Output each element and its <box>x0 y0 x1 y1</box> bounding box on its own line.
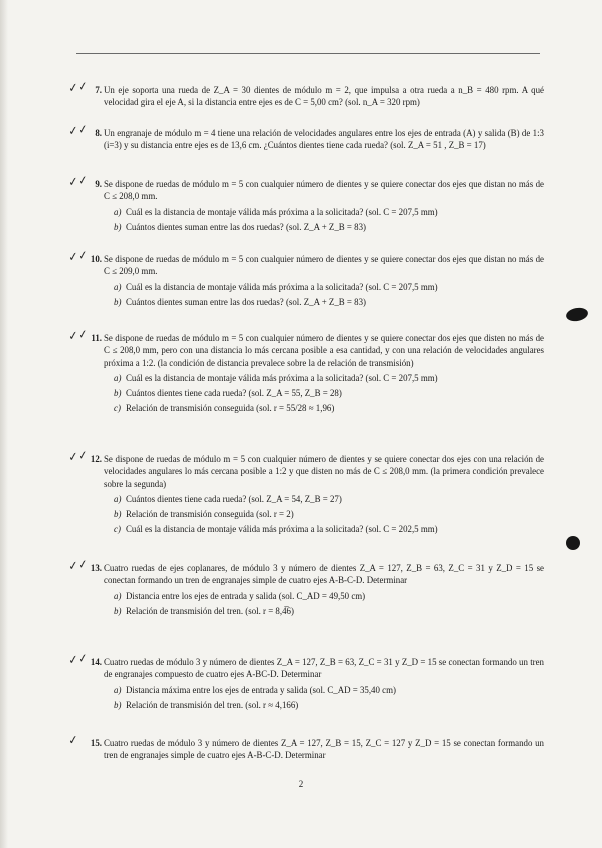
problem-statement: Un eje soporta una rueda de Z_A = 30 dientes de módulo m = 2, que impulsa a otra rueda a n_B = 480 rpm. A qué velocidad gira el eje A, si la distancia entre ejes es de C = 5,00 cm? (sol. n_A = 320 rpm) <box>104 85 544 108</box>
problem-statement: Se dispone de ruedas de módulo m = 5 con cualquier número de dientes y se quiere conectar dos ejes que distan no más de C ≤ 208,0 mm. <box>104 179 544 202</box>
ink-blot-icon <box>565 306 589 323</box>
subquestion-text: Cuál es la distancia de montaje válida más próxima a la solicitada? (sol. C = 207,5 mm) <box>126 281 438 292</box>
problem-13 <box>67 556 544 617</box>
subquestion-text: Cuál es la distancia de montaje válida más próxima a la solicitada? (sol. C = 207,5 mm) <box>126 372 438 383</box>
subquestion <box>114 590 544 602</box>
problem-number: 8. <box>95 128 102 138</box>
problem-number: 9. <box>95 179 102 189</box>
subquestion-text: Distancia entre los ejes de entrada y salida (sol. C_AD = 49,50 cm) <box>126 590 366 601</box>
problem-number: 14. <box>90 657 102 667</box>
subquestion <box>114 523 544 535</box>
problem-number: 7. <box>95 85 102 95</box>
subquestion-text: Cuántos dientes tiene cada rueda? (sol. Z_A = 55, Z_B = 28) <box>126 388 342 399</box>
subquestion-label: a) <box>114 372 122 383</box>
problem-statement: Cuatro ruedas de módulo 3 y número de dientes Z_A = 127, Z_B = 63, Z_C = 31 y Z_D = 15 se conectan formando un tren de engranajes compuesto de cuatro ejes A-BC-D. Determinar <box>104 657 544 680</box>
punch-hole-icon <box>566 536 580 550</box>
subquestion-label: b) <box>114 296 122 307</box>
problem-number: 12. <box>90 454 102 464</box>
subquestion <box>114 372 544 384</box>
subquestion <box>114 296 544 308</box>
subquestion <box>114 402 544 414</box>
problem-number: 11. <box>91 333 102 343</box>
problem-14 <box>67 650 544 711</box>
header-rule <box>76 53 540 54</box>
subquestion-label: a) <box>114 206 122 217</box>
subquestion <box>114 493 544 505</box>
subquestion <box>114 387 544 399</box>
subquestion <box>114 206 544 218</box>
subquestion-text: Cuántos dientes tiene cada rueda? (sol. Z_A = 54, Z_B = 27) <box>126 493 342 504</box>
subquestion-text: Relación de transmisión conseguida (sol. r = 2) <box>126 509 294 520</box>
subquestion-label: b) <box>114 509 122 520</box>
handwritten-check-icon: ✓✓ <box>67 556 89 574</box>
problem-12 <box>67 447 544 536</box>
handwritten-check-icon: ✓✓ <box>67 172 89 190</box>
subquestion-label: b) <box>114 605 122 616</box>
subquestion-text: Cuál es la distancia de montaje válida más próxima a la solicitada? (sol. C = 202,5 mm) <box>126 524 438 535</box>
subquestion <box>114 281 544 293</box>
subquestion-text: Relación de transmisión del tren. (sol. r ≈ 4,166) <box>126 699 299 710</box>
problem-statement: Se dispone de ruedas de módulo m = 5 con cualquier número de dientes y se quiere conectar dos ejes que distan no más de C ≤ 209,0 mm. <box>104 254 544 277</box>
subquestion-text: Cuántos dientes suman entre las dos ruedas? (sol. Z_A + Z_B = 83) <box>126 221 366 232</box>
handwritten-check-icon: ✓✓ <box>67 247 89 265</box>
problem-8 <box>67 121 544 152</box>
problem-number: 15. <box>90 738 102 748</box>
problem-15 <box>67 732 544 762</box>
handwritten-check-icon: ✓ <box>67 732 79 748</box>
problem-statement: Cuatro ruedas de ejes coplanares, de módulo 3 y número de dientes Z_A = 127, Z_B = 63, Z_C = 31 y Z_D = 15 se conectan formando un tren de engranajes simple de cuatro ejes A-B-C-D. Determinar <box>104 563 544 586</box>
handwritten-check-icon: ✓✓ <box>67 78 89 96</box>
subquestion-label: b) <box>114 388 122 399</box>
subquestion <box>114 605 544 617</box>
subquestion <box>114 221 544 233</box>
subquestion-label: a) <box>114 590 122 601</box>
page-edge-shadow <box>0 0 8 848</box>
problem-statement: Se dispone de ruedas de módulo m = 5 con cualquier número de dientes y se quiere conectar dos ejes con una relación de velocidades angulares lo más cercana posible a 1:2 y que disten no más de C ≤ 208,0 mm. (la primera condición prevalece sobre la segunda) <box>104 454 544 489</box>
problem-number: 13. <box>90 563 102 573</box>
problem-statement: Un engranaje de módulo m = 4 tiene una relación de velocidades angulares entre los ejes de entrada (A) y salida (B) de 1:3 (i=3) y su distancia entre ejes es de 13,6 cm. ¿Cuántos dientes tiene cada rueda? (sol. Z_A = 51 , Z_B = 17) <box>104 128 544 151</box>
subquestion-text: Cuál es la distancia de montaje válida más próxima a la solicitada? (sol. C = 207,5 mm) <box>126 206 438 217</box>
subquestion-label: c) <box>114 524 121 535</box>
page-number: 2 <box>298 779 304 789</box>
subquestion <box>114 699 544 711</box>
problem-7 <box>67 78 544 109</box>
subquestion-label: b) <box>114 699 122 710</box>
subquestion-text: Relación de transmisión conseguida (sol. r = 55/28 ≈ 1,96) <box>126 403 335 414</box>
problem-10 <box>67 247 544 308</box>
subquestion-label: b) <box>114 221 122 232</box>
problem-statement: Cuatro ruedas de módulo 3 y número de dientes Z_A = 127, Z_B = 15, Z_C = 127 y Z_D = 15 se conectan formando un tren de engranajes simple de cuatro ejes A-B-C-D. Determinar <box>104 738 544 761</box>
handwritten-check-icon: ✓✓ <box>67 121 89 139</box>
problem-11 <box>67 326 544 415</box>
problem-9 <box>67 172 544 233</box>
handwritten-check-icon: ✓✓ <box>67 326 89 344</box>
problem-number: 10. <box>90 254 102 264</box>
handwritten-check-icon: ✓✓ <box>67 650 89 668</box>
problem-statement: Se dispone de ruedas de módulo m = 5 con cualquier número de dientes y se quiere conectar dos ejes que disten no más de C ≤ 208,0 mm, pero con una distancia lo más cercana posible a esa cantidad, y con una relación de velocidades angulares próxima a 1:2. (la condición de distancia prevalece sobre la de relación de transmisión) <box>104 333 544 368</box>
subquestion-label: a) <box>114 684 122 695</box>
subquestion-text: Cuántos dientes suman entre las dos ruedas? (sol. Z_A + Z_B = 83) <box>126 296 366 307</box>
subquestion-text: Relación de transmisión del tren. (sol. r = 8,4̅6) <box>126 605 294 616</box>
subquestion <box>114 684 544 696</box>
handwritten-check-icon: ✓✓ <box>67 447 89 465</box>
subquestion-label: a) <box>114 281 122 292</box>
subquestion <box>114 508 544 520</box>
subquestion-text: Distancia máxima entre los ejes de entrada y salida (sol. C_AD = 35,40 cm) <box>126 684 396 695</box>
subquestion-label: a) <box>114 493 122 504</box>
subquestion-label: c) <box>114 403 121 414</box>
